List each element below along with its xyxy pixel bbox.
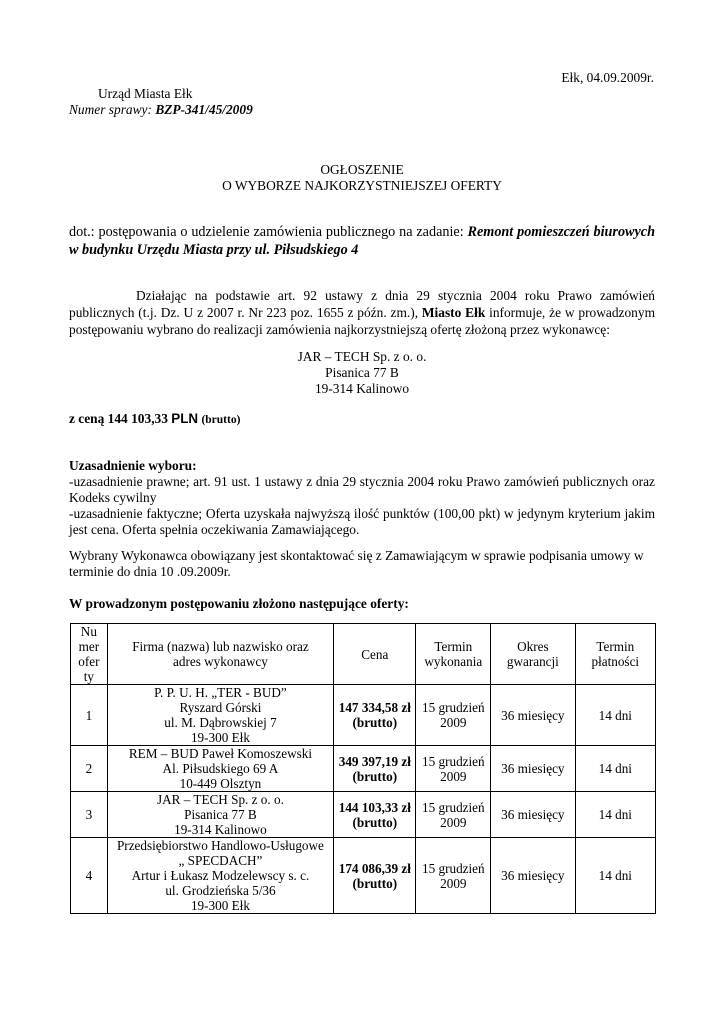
warranty-value: 36 miesięcy [501, 868, 565, 883]
table-row [71, 838, 656, 914]
offer-number [71, 792, 108, 838]
header-term: Termin wykonania [416, 624, 491, 685]
offer-term [416, 746, 491, 792]
case-number-line [69, 102, 253, 118]
price-value: 147 334,58 zł [338, 700, 411, 715]
payment-value: 14 dni [598, 868, 632, 883]
price-note: (brutto) [352, 875, 398, 891]
firm-line: P. P. U. H. „TER - BUD” [154, 685, 287, 700]
firm-line: JAR – TECH Sp. z o. o. [157, 792, 284, 807]
term-value: 15 grudzień [422, 753, 485, 769]
firm-line: ul. M. Dąbrowskiej 7 [164, 715, 277, 730]
price-suffix: (brutto) [201, 414, 241, 426]
price-label: z ceną 144 103,33 [69, 411, 168, 426]
firm-line: Artur i Łukasz Modzelewscy s. c. [131, 868, 310, 883]
header-warranty: Okres gwarancji [491, 624, 575, 685]
firm-line: ul. Grodzieńska 5/36 [165, 883, 276, 898]
offer-number-value: 3 [85, 807, 93, 822]
payment-value: 14 dni [598, 707, 632, 723]
subject-prefix: dot.: postępowania o udzielenie zamówienia publicznego na zadanie: [69, 224, 468, 240]
offer-number-value: 1 [85, 707, 93, 723]
offer-warranty [491, 792, 575, 838]
firm-line: Pisanica 77 B [184, 807, 257, 822]
price-note: (brutto) [352, 814, 398, 830]
offer-firm [107, 792, 333, 838]
term-year: 2009 [440, 875, 467, 891]
payment-value: 14 dni [598, 807, 632, 822]
offer-number [71, 746, 108, 792]
term-value: 15 grudzień [422, 799, 485, 815]
price-value: 349 397,19 zł [338, 753, 411, 769]
header-price: Cena [334, 624, 416, 685]
offer-term [416, 838, 491, 914]
offer-payment [575, 685, 655, 746]
justification-section [69, 458, 655, 538]
table-row [71, 792, 656, 838]
firm-line: Ryszard Górski [179, 700, 262, 715]
justification-legal: -uzasadnienie prawne; art. 91 ust. 1 ustawy z dnia 29 stycznia 2004 roku Prawo zamówień publicznych oraz Kodeks cywilny [69, 474, 655, 505]
term-value: 15 grudzień [422, 700, 485, 715]
price-value: 144 103,33 zł [338, 799, 411, 815]
winner-address [69, 349, 655, 397]
term-value: 15 grudzień [422, 860, 485, 876]
offer-price [334, 838, 416, 914]
office-name: Urząd Miasta Ełk [98, 86, 193, 101]
firm-line: Al. Piłsudskiego 69 A [162, 761, 279, 776]
offer-firm [107, 838, 333, 914]
offer-firm [107, 746, 333, 792]
price-note: (brutto) [352, 768, 398, 784]
announcement-title [69, 162, 655, 194]
payment-value: 14 dni [598, 761, 632, 776]
header-number: Nu mer ofer ty [71, 624, 108, 685]
offer-term [416, 792, 491, 838]
offer-payment [575, 838, 655, 914]
header-firm: Firma (nazwa) lub nazwisko oraz adres wykonawcy [107, 624, 333, 685]
subject-task: Remont pomieszczeń biurowych w budynku Urzędu Miasta przy ul. Piłsudskiego 4 [69, 224, 655, 258]
offer-payment [575, 792, 655, 838]
title-line-1: OGŁOSZENIE [320, 162, 404, 177]
firm-line: 19-300 Ełk [190, 898, 250, 913]
price-currency: PLN [171, 411, 199, 426]
intro-paragraph [69, 287, 655, 338]
warranty-value: 36 miesięcy [501, 707, 565, 723]
header-payment: Termin płatności [575, 624, 655, 685]
price-value: 174 086,39 zł [338, 860, 411, 876]
intro-part-2: informuje, że w prowadzonym postępowaniu wybrano do realizacji zamówienia najkorzystniejszą ofertę złożoną przez wykonawcę: [69, 305, 655, 337]
winning-price [69, 411, 240, 428]
intro-city: Miasto Ełk [421, 305, 486, 320]
offers-table [70, 623, 656, 914]
table-row [71, 685, 656, 746]
price-note: (brutto) [352, 715, 398, 730]
offer-payment [575, 746, 655, 792]
offer-number-value: 2 [85, 761, 93, 776]
firm-line: Przedsiębiorstwo Handlowo-Usługowe [116, 838, 324, 853]
contact-info: Wybrany Wykonawca obowiązany jest skontaktować się z Zamawiającym w sprawie podpisania umowy w terminie do dnia 10 .09.2009r. [69, 548, 644, 579]
title-line-2: O WYBORZE NAJKORZYSTNIEJSZEJ OFERTY [222, 178, 502, 193]
firm-line: „ SPECDACH” [178, 853, 263, 868]
table-row [71, 746, 656, 792]
intro-part-1: Działając na podstawie art. 92 ustawy z dnia 29 stycznia 2004 roku Prawo zamówień publicznych (t.j. Dz. U z 2007 r. Nr 223 poz. 1655 z późn. zm.), [69, 288, 655, 320]
offer-price [334, 792, 416, 838]
warranty-value: 36 miesięcy [501, 761, 565, 776]
offer-warranty [491, 746, 575, 792]
offer-number-value: 4 [85, 868, 93, 883]
offers-heading: W prowadzonym postępowaniu złożono następujące oferty: [69, 596, 409, 611]
case-number-label: Numer sprawy: [69, 102, 152, 117]
subject-paragraph [69, 223, 655, 259]
justification-heading: Uzasadnienie wyboru: [69, 458, 197, 473]
term-year: 2009 [440, 768, 467, 784]
warranty-value: 36 miesięcy [501, 807, 565, 822]
offer-number [71, 685, 108, 746]
offer-warranty [491, 838, 575, 914]
case-number: BZP-341/45/2009 [155, 102, 253, 117]
offer-price [334, 746, 416, 792]
term-year: 2009 [440, 715, 467, 730]
firm-line: REM – BUD Paweł Komoszewski [128, 746, 313, 761]
winner-street: Pisanica 77 B [325, 365, 399, 380]
firm-line: 10-449 Olsztyn [179, 776, 262, 791]
offer-number [71, 838, 108, 914]
winner-city: 19-314 Kalinowo [314, 381, 410, 396]
offer-firm [107, 685, 333, 746]
table-header-row [71, 624, 656, 685]
justification-factual: -uzasadnienie faktyczne; Oferta uzyskała najwyższą ilość punktów (100,00 pkt) w jedynym kryterium jakim jest cena. Oferta spełnia oczekiwania Zamawiającego. [69, 506, 655, 537]
winner-name: JAR – TECH Sp. z o. o. [297, 349, 427, 364]
firm-line: 19-314 Kalinowo [174, 822, 267, 837]
offer-price [334, 685, 416, 746]
document-date: Ełk, 04.09.2009r. [561, 70, 654, 85]
term-year: 2009 [440, 814, 467, 830]
offer-term [416, 685, 491, 746]
offer-warranty [491, 685, 575, 746]
firm-line: 19-300 Ełk [190, 730, 250, 745]
